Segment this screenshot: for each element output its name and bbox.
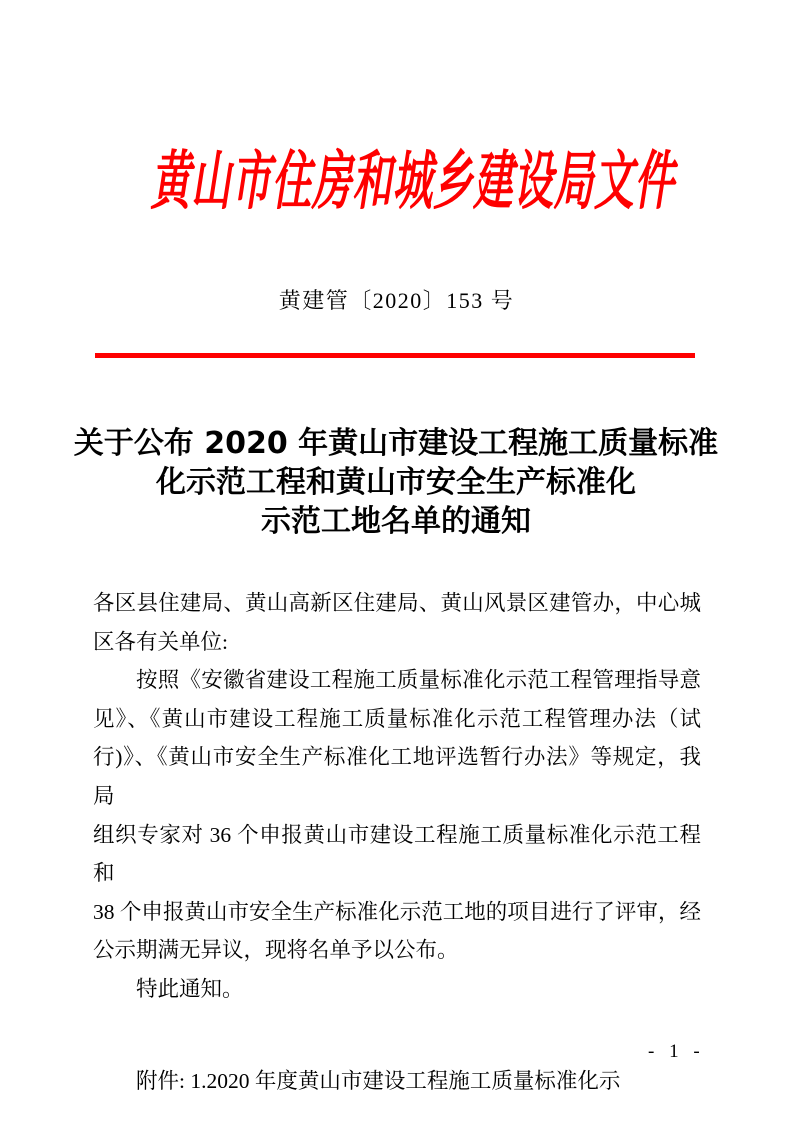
document-title-line-1: 关于公布 2020 年黄山市建设工程施工质量标准: [73, 426, 719, 461]
body-line-paragraph-2: 见》、《黄山市建设工程施工质量标准化示范工程管理办法（试: [93, 706, 701, 731]
document-title-line-3: 示范工地名单的通知: [261, 504, 531, 539]
document-title-line-2: 化示范工程和黄山市安全生产标准化: [156, 465, 636, 500]
attachment-reference-line: 附件: 1.2020 年度黄山市建设工程施工质量标准化示: [136, 1068, 621, 1093]
body-line-salutation-2: 区各有关单位:: [93, 629, 228, 654]
document-body: [93, 584, 701, 1100]
document-reference-number: 黄建管〔2020〕153 号: [278, 288, 515, 313]
body-line-closing: 特此通知。: [136, 976, 244, 1001]
body-line-paragraph-5: 38 个申报黄山市安全生产标准化示范工地的项目进行了评审，经: [93, 899, 701, 924]
letterhead-agency-title: 黄山市住房和城乡建设局文件: [150, 144, 675, 219]
letterhead-red-divider: [95, 353, 695, 358]
body-line-salutation-1: 各区县住建局、黄山高新区住建局、黄山风景区建管办，中心城: [93, 591, 701, 615]
body-line-paragraph-4: 组织专家对 36 个申报黄山市建设工程施工质量标准化示范工程和: [93, 822, 701, 886]
body-line-paragraph-6: 公示期满无异议，现将名单予以公布。: [93, 938, 459, 963]
document-title: [46, 424, 746, 541]
page-number: - 1 -: [648, 1041, 705, 1062]
body-line-paragraph-3: 行)》、《黄山市安全生产标准化工地评选暂行办法》等规定，我局: [93, 745, 701, 808]
body-line-paragraph-1: 按照《安徽省建设工程施工质量标准化示范工程管理指导意: [136, 668, 701, 693]
